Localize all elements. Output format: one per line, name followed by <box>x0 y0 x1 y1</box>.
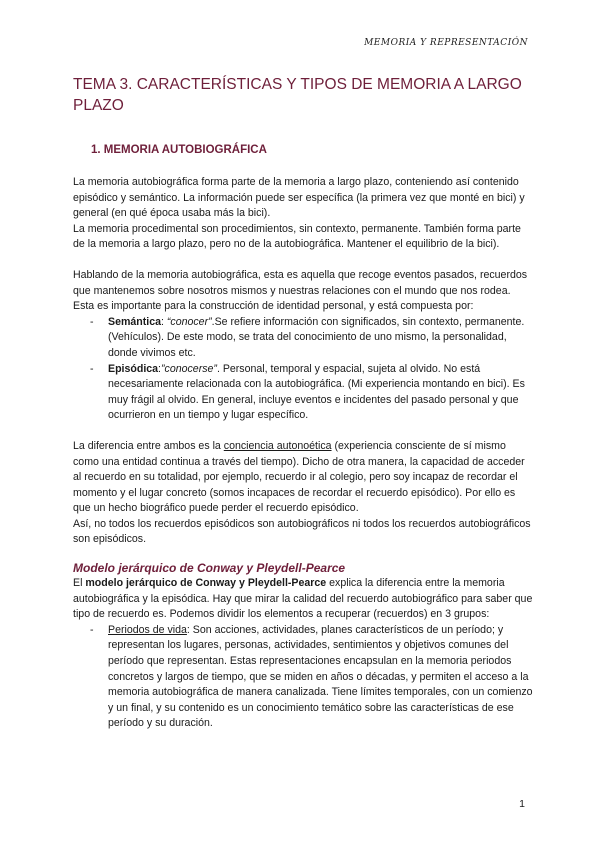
quoted-word: “conocer” <box>166 315 212 328</box>
paragraph-conclusion: Así, no todos los recuerdos episódicos son autobiográficos ni todos los recuerdos autobiográficos son episódicos. <box>73 517 531 546</box>
subsection-heading: Modelo jerárquico de Conway y Pleydell-Pearce <box>73 561 346 576</box>
paragraph-definition: Hablando de la memoria autobiográfica, esta es aquella que recoge eventos pasados, recuerdos que mantenemos sobre nosotros mismos y nuestras relaciones con el mundo que nos rodea. Esta es importante para la construcción de identidad personal, y está compuesta por: <box>73 268 528 313</box>
item-text: .Se refiere información con significados, sin contexto, permanente. (Vehículos). De este modo, se trata del conocimiento de uno mismo, la personalidad, donde vivimos etc. <box>108 315 525 359</box>
item-text: . Personal, temporal y espacial, sujeta al olvido. No está necesariamente relacionada con la autobiográfica. (Mi experiencia montando en bici). Es muy frágil al olvido. En general, incluye eventos e incidentes del pasado personal y que ocurrieron en un tiempo y lugar específico. <box>108 362 525 422</box>
list-item <box>73 623 533 732</box>
term-label: Semántica <box>108 315 161 328</box>
underlined-term: conciencia autonoética <box>223 439 332 452</box>
paragraph-difference: La diferencia entre ambos es la conciencia autonoética (experiencia consciente de sí mismo como una entidad continua a través del tiempo). Dicho de otra manera, la capacidad de acceder al recuerdo en su totalidad, por ejemplo, recuerdo ir al colegio, pero soy incapaz de recordar el momento y el lugar concreto (somos incapaces de recordar el recuerdo episódico). Por ello es que un hecho biográfico puede perder el recuerdo episódico. <box>73 439 525 515</box>
paragraph-model: El modelo jerárquico de Conway y Pleydell-Pearce explica la diferencia entre la memoria autobiográfica y la episódica. Hay que mirar la calidad del recuerdo autobiográfico para saber que tipo de recuerdo es. Podemos dividir los elementos a recuperar (recuerdos) en 3 grupos: <box>73 577 533 621</box>
page-number: 1 <box>519 798 525 810</box>
list-item: - Episódica:”conocerse”. Personal, temporal y espacial, sujeta al olvido. No está necesariamente relacionada con la autobiográfica. (Mi experiencia montando en bici). Es muy frágil al olvido. En general, incluye eventos e incidentes del pasado personal y que ocurrieron en un tiempo y lugar específico. <box>73 362 533 424</box>
groups-list <box>73 623 533 732</box>
components-list <box>73 315 533 424</box>
bold-term: modelo jerárquico de Conway y Pleydell-Pearce <box>85 577 327 590</box>
paragraph-intro: La memoria autobiográfica forma parte de la memoria a largo plazo, conteniendo así contenido episódico y semántico. La información puede ser específica (la primera vez que monté en bici) y general (en qué época usaba más la bici). <box>73 176 525 220</box>
page-title: TEMA 3. CARACTERÍSTICAS Y TIPOS DE MEMORIA A LARGO PLAZO <box>73 76 522 114</box>
term-label: Periodos de vida <box>108 623 187 636</box>
term-label: Episódica <box>108 362 159 375</box>
body-text <box>73 175 533 732</box>
running-header: MEMORIA Y REPRESENTACIÓN <box>364 38 528 48</box>
section-heading: 1. MEMORIA AUTOBIOGRÁFICA <box>91 144 267 156</box>
paragraph-procedural: La memoria procedimental son procedimientos, sin contexto, permanente. También forma parte de la memoria a largo plazo, pero no de la autobiográfica. Mantener el equilibrio de la bici). <box>73 222 521 251</box>
quoted-word: ”conocerse” <box>161 362 217 375</box>
list-item: - Semántica: “conocer”.Se refiere información con significados, sin contexto, permanente. (Vehículos). De este modo, se trata del conocimiento de uno mismo, la personalidad, donde vivimos etc. <box>73 315 533 362</box>
item-text: : Son acciones, actividades, planes característicos de un período; y representan los lugares, personas, actividades, sentimientos y objetivos comunes del período que representan. Estas representaciones encapsulan en la memoria periodos concretos y largos de tiempo, que se miden en años o décadas, y permiten el acceso a la memoria autobiográfica de manera canalizada. Tiene límites temporales, con un comienzo y un final, y su contenido es un conocimiento temático sobre las características de ese período y su duración. <box>108 623 533 730</box>
